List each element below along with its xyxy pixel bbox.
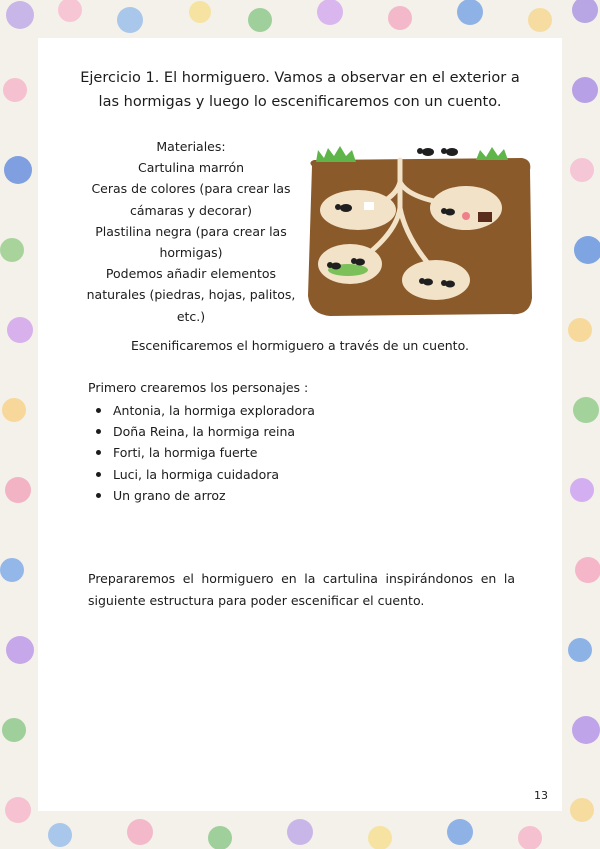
- grass-right: [476, 147, 508, 160]
- chamber-top-right: [430, 186, 502, 230]
- materials-heading: Materiales:: [156, 139, 226, 154]
- characters-intro: Primero crearemos los personajes :: [88, 380, 309, 395]
- list-item: [88, 421, 315, 442]
- material-line: Plastilina negra (para crear las: [95, 223, 287, 239]
- characters-list: [88, 400, 315, 506]
- cake-icon: [462, 212, 470, 220]
- material-line: cámaras y decorar): [130, 202, 252, 218]
- food-block: [478, 212, 492, 222]
- material-line: Ceras de colores (para crear las: [91, 181, 291, 197]
- character-name: Un grano de arroz: [113, 487, 226, 503]
- character-name: Doña Reina, la hormiga reina: [113, 424, 296, 440]
- staging-text: Escenificaremos el hormiguero a través de un cuento.: [131, 338, 469, 353]
- chamber-top-left: [320, 190, 396, 230]
- material-line: naturales (piedras, hojas, palitos,: [86, 287, 296, 303]
- bullet-icon: [96, 408, 101, 413]
- character-name: Forti, la hormiga fuerte: [113, 445, 258, 461]
- grass-left: [316, 146, 356, 162]
- list-item: [88, 400, 315, 421]
- title-line-1: Ejercicio 1. El hormiguero. Vamos a observar en el exterior a: [80, 70, 520, 86]
- material-line: hormigas): [159, 245, 223, 261]
- character-name: Antonia, la hormiga exploradora: [113, 403, 315, 418]
- list-item: [88, 485, 315, 506]
- title-line-2: las hormigas y luego lo escenificaremos con un cuento.: [98, 94, 502, 110]
- page-number: 13: [534, 789, 548, 802]
- bullet-icon: [96, 472, 101, 477]
- exercise-title: [58, 66, 542, 114]
- closing-paragraph: Prepararemos el hormiguero en la cartulina inspirándonos en la siguiente estructura para poder escenificar el cuento.: [88, 571, 515, 608]
- chamber-bottom-right: [402, 260, 470, 300]
- material-line: Cartulina marrón: [137, 160, 245, 176]
- material-line: etc.): [176, 308, 206, 324]
- materials-list: [82, 136, 300, 327]
- bullet-icon: [96, 429, 101, 434]
- material-line: Podemos añadir elementos: [105, 266, 277, 282]
- anthill-illustration: [300, 138, 540, 328]
- character-name: Luci, la hormiga cuidadora: [113, 466, 280, 482]
- bullet-icon: [96, 450, 101, 455]
- bullet-icon: [96, 493, 101, 498]
- list-item: [88, 442, 315, 463]
- list-item: [88, 464, 315, 485]
- rice-grains: [364, 202, 374, 210]
